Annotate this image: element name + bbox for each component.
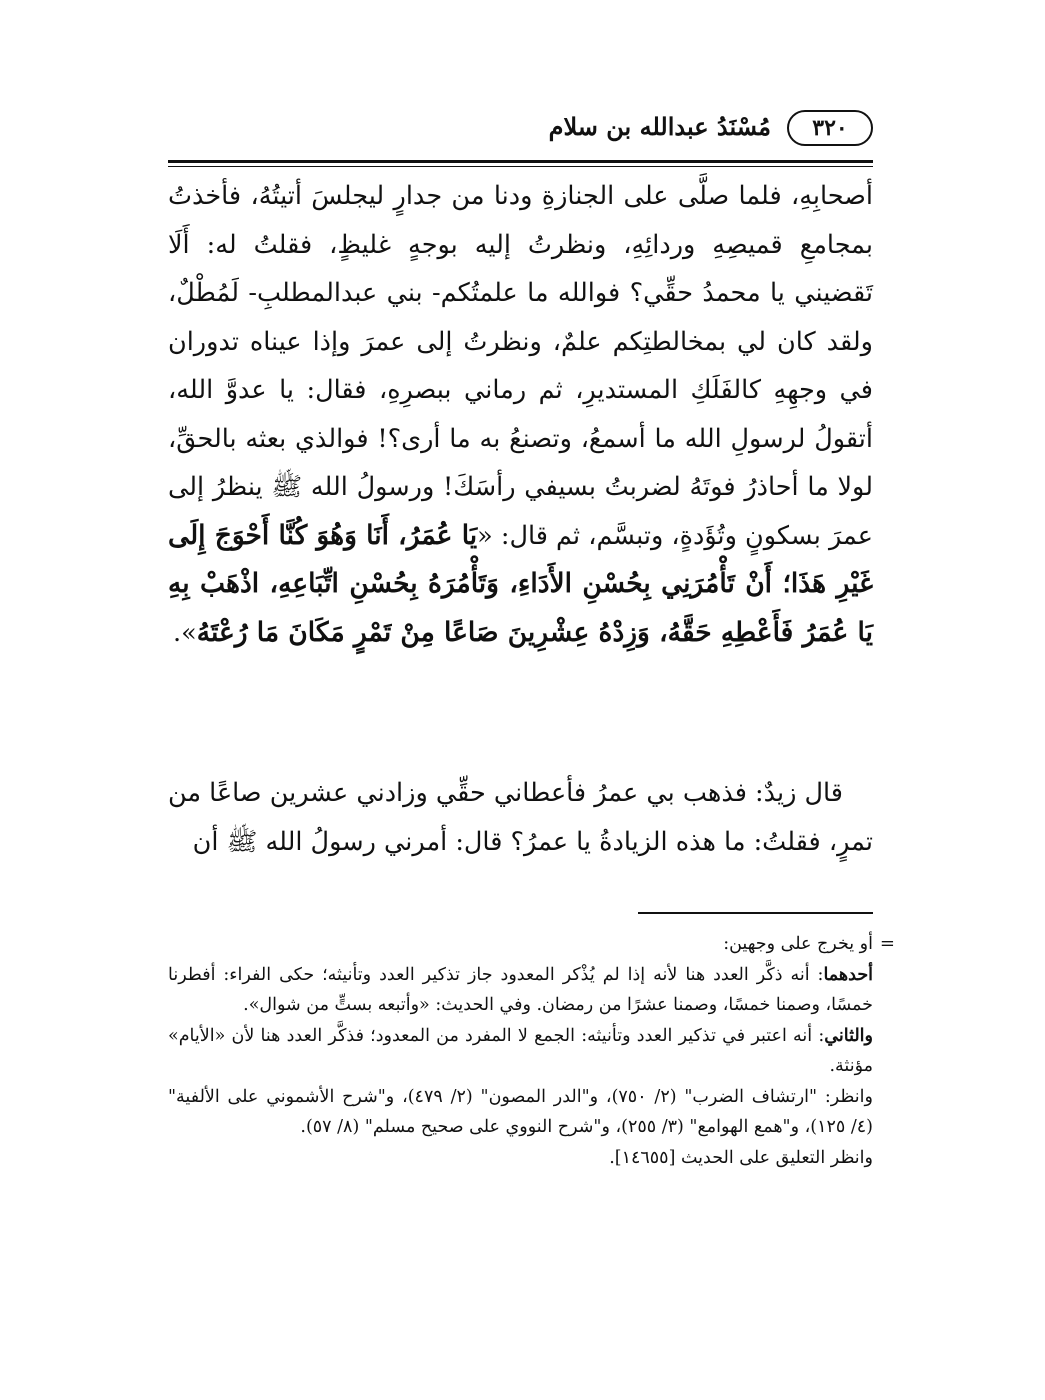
page-number-badge [787,110,873,146]
footnote-term: أحدهما [823,964,873,985]
footnote-continuation-mark: = [879,933,895,954]
hadith-quote: يَا عُمَرُ، أَنَا وَهُوَ كُنَّا أَحْوَجَ إِلَى غَيْرِ هَذَا؛ أَنْ تَأْمُرَنِي بِحُسْنِ الأَدَاءِ، وَتَأْمُرَهُ بِحُسْنِ اتِّبَاعِهِ، اذْهَبْ بِهِ يَا عُمَرُ فَأَعْطِهِ حَقَّهُ، وَزِدْهُ عِشْرِينَ صَاعًا مِنْ تَمْرٍ مَكَانَ مَا رُعْتَهُ [168,519,873,648]
header-rule-thin [168,166,873,167]
main-text-2 [168,769,873,866]
page-header [168,104,873,152]
footnote-line: وانظر التعليق على الحديث [١٤٦٥٥]. [609,1147,873,1168]
footnote-line: وانظر: "ارتشاف الضرب" (٢/ ٧٥٠)، و"الدر المصون" (٢/ ٤٧٩)، و"شرح الأشموني على الألفية" (٤/ ١٢٥)، و"همع الهوامع" (٣/ ٢٥٥)، و"شرح النووي على صحيح مسلم" (٨/ ٥٧). [168,1086,873,1137]
footnote-separator [638,912,873,914]
main-text [168,172,873,657]
page-number: ٣٢٠ [812,115,848,141]
running-title: مُسْنَدُ عبدالله بن سلام [548,112,771,141]
footnotes [168,929,895,1173]
footnote-line: والثاني: أنه اعتبر في تذكير العدد وتأنيثه: الجمع لا المفرد من المعدود؛ فذكَّر العدد هنا لأن «الأيام» مؤنثة. [168,1025,873,1076]
paragraph-1-end: ». [173,617,197,648]
paragraph-1-narrative: أصحابِهِ، فلما صلَّى على الجنازةِ ودنا من جدارٍ ليجلسَ أتيتُهُ، فأخذتُ بمجامعِ قميصِهِ وردائِهِ، ونظرتُ إليه بوجهٍ غليظٍ، فقلتُ له: أَلَا تَقضيني يا محمدُ حقِّي؟ فوالله ما علمتُكم- بني عبدالمطلبِ- لَمُطْلٌ، ولقد كان لي بمخالطتِكم علمٌ، ونظرتُ إلى عمرَ وإذا عيناه تدوران في وجهِهِ كالفَلَكِ المستديرِ، ثم رماني ببصرِهِ، فقال: يا عدوَّ الله، أتقولُ لرسولِ الله ما أسمعُ، وتصنعُ به ما أرى؟! فوالذي بعثه بالحقِّ، لولا ما أحاذرُ فوتَهُ لضربتُ بسيفي رأسَكَ! ورسولُ الله ﷺ ينظرُ إلى عمرَ بسكونٍ وتُؤَدةٍ، وتبسَّم، ثم قال: « [168,181,873,551]
footnote-line: أحدهما: أنه ذكَّر العدد هنا لأنه إذا لم يُذْكر المعدود جاز تذكير العدد وتأنيثه؛ حكى الفراء: أفطرنا خمسًا، وصمنا خمسًا، وصمنا عشرًا من رمضان. وفي الحديث: «وأتبعه بستٍّ من شوال». [168,964,873,1015]
footnote-term: والثاني [824,1025,873,1046]
footnote-line: أو يخرج على وجهين: [723,934,873,954]
header-rule-thick [168,160,873,163]
paragraph-2: قال زيدٌ: فذهب بي عمرُ فأعطاني حقِّي وزادني عشرين صاعًا من تمرٍ، فقلتُ: ما هذه الزيادةُ يا عمرُ؟ قال: أمرني رسولُ الله ﷺ أن [168,778,873,857]
paragraph-1 [168,172,873,657]
